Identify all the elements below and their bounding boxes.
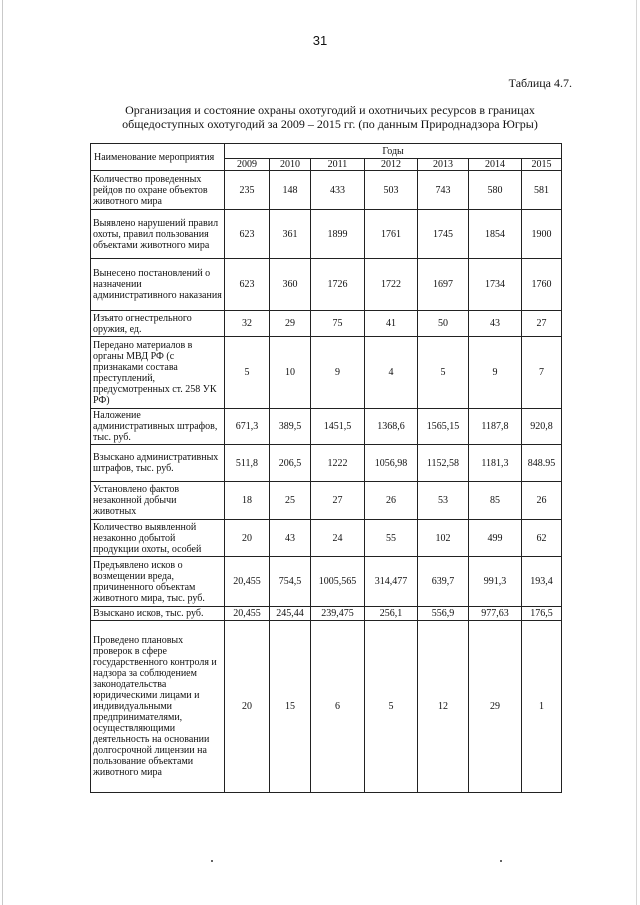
value-cell: 920,8 — [522, 409, 562, 445]
value-cell: 1222 — [311, 445, 365, 482]
table-row — [91, 482, 562, 520]
year-cell: 2009 — [225, 159, 270, 171]
value-cell: 20 — [225, 621, 270, 793]
value-cell: 256,1 — [365, 607, 418, 621]
value-cell: 102 — [418, 520, 469, 557]
row-name: Наложение административных штрафов, тыс. руб. — [91, 409, 225, 445]
value-cell: 511,8 — [225, 445, 270, 482]
value-cell: 389,5 — [270, 409, 311, 445]
value-cell: 1005,565 — [311, 557, 365, 607]
value-cell: 25 — [270, 482, 311, 520]
value-cell: 499 — [469, 520, 522, 557]
row-name: Проведено плановых проверок в сфере государственного контроля и надзора за соблюдением законодательства юридическими лицами и индивидуальными предпринимателями, осуществляющими деятельность на основании долгосрочной лицензии на пользование объектами животного мира — [91, 621, 225, 793]
year-cell: 2012 — [365, 159, 418, 171]
row-name: Взыскано административных штрафов, тыс. руб. — [91, 445, 225, 482]
value-cell: 53 — [418, 482, 469, 520]
value-cell: 1722 — [365, 259, 418, 311]
value-cell: 1734 — [469, 259, 522, 311]
table-row — [91, 311, 562, 337]
value-cell: 148 — [270, 171, 311, 210]
row-name: Установлено фактов незаконной добычи животных — [91, 482, 225, 520]
value-cell: 43 — [270, 520, 311, 557]
table-row — [91, 557, 562, 607]
value-cell: 12 — [418, 621, 469, 793]
row-name: Взыскано исков, тыс. руб. — [91, 607, 225, 621]
value-cell: 20 — [225, 520, 270, 557]
value-cell: 1760 — [522, 259, 562, 311]
value-cell: 20,455 — [225, 607, 270, 621]
value-cell: 32 — [225, 311, 270, 337]
value-cell: 26 — [365, 482, 418, 520]
scan-edge-right — [636, 0, 637, 905]
scan-mark — [500, 860, 502, 862]
value-cell: 1697 — [418, 259, 469, 311]
value-cell: 20,455 — [225, 557, 270, 607]
value-cell: 1761 — [365, 210, 418, 259]
value-cell: 18 — [225, 482, 270, 520]
value-cell: 743 — [418, 171, 469, 210]
value-cell: 4 — [365, 337, 418, 409]
table-row — [91, 445, 562, 482]
value-cell: 15 — [270, 621, 311, 793]
value-cell: 848.95 — [522, 445, 562, 482]
table-label: Таблица 4.7. — [508, 76, 572, 90]
value-cell: 235 — [225, 171, 270, 210]
value-cell: 50 — [418, 311, 469, 337]
value-cell: 1368,6 — [365, 409, 418, 445]
value-cell: 24 — [311, 520, 365, 557]
value-cell: 26 — [522, 482, 562, 520]
value-cell: 671,3 — [225, 409, 270, 445]
value-cell: 1900 — [522, 210, 562, 259]
row-name: Выявлено нарушений правил охоты, правил пользования объектами животного мира — [91, 210, 225, 259]
year-cell: 2013 — [418, 159, 469, 171]
value-cell: 314,477 — [365, 557, 418, 607]
value-cell: 433 — [311, 171, 365, 210]
value-cell: 9 — [311, 337, 365, 409]
value-cell: 193,4 — [522, 557, 562, 607]
value-cell: 5 — [225, 337, 270, 409]
row-name: Передано материалов в органы МВД РФ (с признаками состава преступлений, предусмотренных ст. 258 УК РФ) — [91, 337, 225, 409]
value-cell: 29 — [270, 311, 311, 337]
value-cell: 1152,58 — [418, 445, 469, 482]
row-name: Количество выявленной незаконно добытой продукции охоты, особей — [91, 520, 225, 557]
value-cell: 10 — [270, 337, 311, 409]
document-title: Организация и состояние охраны охотугодий и охотничьих ресурсов в границах общедоступных охотугодий за 2009 – 2015 гг. (по данным Природнадзора Югры) — [122, 103, 538, 131]
value-cell: 556,9 — [418, 607, 469, 621]
table-row — [91, 520, 562, 557]
value-cell: 5 — [365, 621, 418, 793]
value-cell: 580 — [469, 171, 522, 210]
value-cell: 1899 — [311, 210, 365, 259]
value-cell: 43 — [469, 311, 522, 337]
year-cell: 2014 — [469, 159, 522, 171]
value-cell: 27 — [311, 482, 365, 520]
value-cell: 639,7 — [418, 557, 469, 607]
value-cell: 623 — [225, 210, 270, 259]
value-cell: 239,475 — [311, 607, 365, 621]
row-name: Количество проведенных рейдов по охране объектов животного мира — [91, 171, 225, 210]
value-cell: 29 — [469, 621, 522, 793]
value-cell: 991,3 — [469, 557, 522, 607]
row-name: Вынесено постановлений о назначении административного наказания — [91, 259, 225, 311]
value-cell: 1056,98 — [365, 445, 418, 482]
value-cell: 245,44 — [270, 607, 311, 621]
table-row — [91, 337, 562, 409]
value-cell: 503 — [365, 171, 418, 210]
value-cell: 360 — [270, 259, 311, 311]
year-cell: 2010 — [270, 159, 311, 171]
value-cell: 361 — [270, 210, 311, 259]
value-cell: 206,5 — [270, 445, 311, 482]
value-cell: 1726 — [311, 259, 365, 311]
row-name: Изъято огнестрельного оружия, ед. — [91, 311, 225, 337]
table-row — [91, 171, 562, 210]
header-years: Годы — [225, 144, 562, 159]
header-row — [91, 144, 562, 159]
year-cell: 2015 — [522, 159, 562, 171]
value-cell: 75 — [311, 311, 365, 337]
value-cell: 9 — [469, 337, 522, 409]
value-cell: 1565,15 — [418, 409, 469, 445]
value-cell: 1181,3 — [469, 445, 522, 482]
page-number: 31 — [312, 33, 328, 48]
scan-mark — [211, 860, 213, 862]
year-cell: 2011 — [311, 159, 365, 171]
value-cell: 85 — [469, 482, 522, 520]
value-cell: 1854 — [469, 210, 522, 259]
value-cell: 62 — [522, 520, 562, 557]
value-cell: 977,63 — [469, 607, 522, 621]
table-row — [91, 607, 562, 621]
header-name: Наименование мероприятия — [91, 144, 225, 171]
table-row — [91, 409, 562, 445]
value-cell: 1745 — [418, 210, 469, 259]
value-cell: 1187,8 — [469, 409, 522, 445]
table-row — [91, 210, 562, 259]
scan-edge-left — [2, 0, 3, 905]
value-cell: 7 — [522, 337, 562, 409]
value-cell: 754,5 — [270, 557, 311, 607]
value-cell: 623 — [225, 259, 270, 311]
table-row — [91, 621, 562, 793]
value-cell: 6 — [311, 621, 365, 793]
table-row — [91, 259, 562, 311]
value-cell: 581 — [522, 171, 562, 210]
value-cell: 41 — [365, 311, 418, 337]
value-cell: 55 — [365, 520, 418, 557]
data-table — [90, 143, 562, 793]
value-cell: 1 — [522, 621, 562, 793]
value-cell: 5 — [418, 337, 469, 409]
row-name: Предъявлено исков о возмещении вреда, причиненного объектам животного мира, тыс. руб. — [91, 557, 225, 607]
value-cell: 176,5 — [522, 607, 562, 621]
value-cell: 1451,5 — [311, 409, 365, 445]
table-body — [91, 171, 562, 793]
value-cell: 27 — [522, 311, 562, 337]
